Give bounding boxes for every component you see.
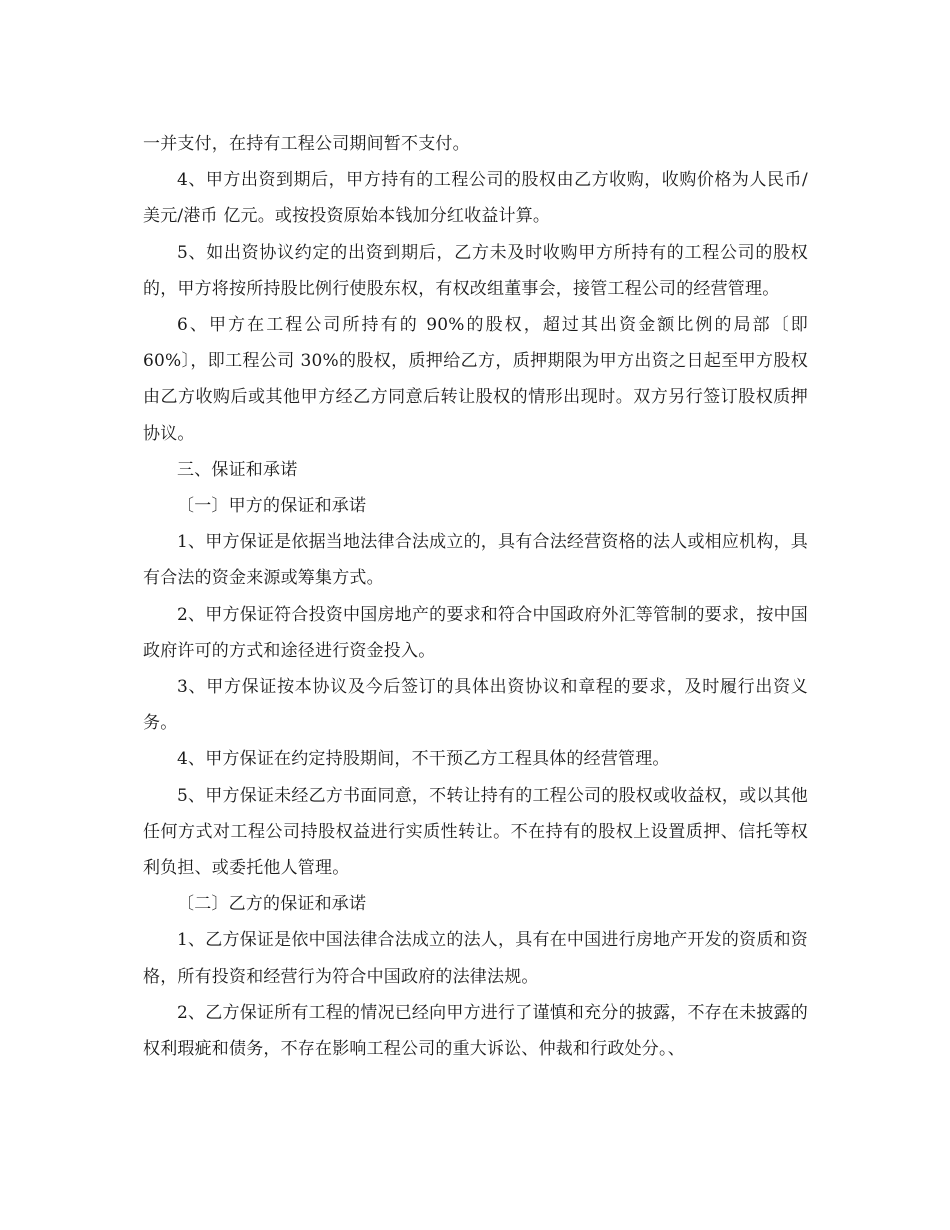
paragraph-party-a-3: 3、甲方保证按本协议及今后签订的具体出资协议和章程的要求，及时履行出资义务。 (143, 677, 808, 734)
section-heading-guarantees: 三、保证和承诺 (177, 459, 298, 480)
paragraph-clause-4: 4、甲方出资到期后，甲方持有的工程公司的股权由乙方收购，收购价格为人民币/美元/港币 亿元。或按投资原始本钱加分红收益计算。 (143, 170, 808, 227)
paragraph-party-b-2: 2、乙方保证所有工程的情况已经向甲方进行了谨慎和充分的披露，不存在未披露的权利瑕疵和债务，不存在影响工程公司的重大诉讼、仲裁和行政处分。、 (143, 1002, 808, 1060)
paragraph-clause-5: 5、如出资协议约定的出资到期后，乙方未及时收购甲方所持有的工程公司的股权的，甲方将按所持股比例行使股东权，有权改组董事会，接管工程公司的经营管理。 (143, 242, 808, 299)
paragraph-party-a-4: 4、甲方保证在约定持股期间，不干预乙方工程具体的经营管理。 (177, 749, 670, 770)
subsection-heading-party-a: 〔一〕甲方的保证和承诺 (177, 496, 367, 517)
paragraph-clause-6: 6、甲方在工程公司所持有的 90%的股权，超过其出资金额比例的局部〔即 60%〕，即工程公司 30%的股权，质押给乙方，质押期限为甲方出资之日起至甲方股权由乙方收购后或其他甲方经乙方同意后转让股权的情形出现时。双方另行签订股权质押协议。 (143, 315, 808, 444)
paragraph-party-a-1: 1、甲方保证是依据当地法律合法成立的，具有合法经营资格的法人或相应机构，具有合法的资金来源或筹集方式。 (143, 532, 808, 589)
document-body (143, 126, 808, 1067)
paragraph-continuation: 一并支付，在持有工程公司期间暂不支付。 (143, 134, 470, 154)
subsection-heading-party-b: 〔二〕乙方的保证和承诺 (177, 894, 367, 915)
paragraph-party-a-2: 2、甲方保证符合投资中国房地产的要求和符合中国政府外汇等管制的要求，按中国政府许可的方式和途径进行资金投入。 (143, 604, 808, 661)
paragraph-party-a-5: 5、甲方保证未经乙方书面同意，不转让持有的工程公司的股权或收益权，或以其他任何方式对工程公司持股权益进行实质性转让。不在持有的股权上设置质押、信托等权利负担、或委托他人管理。 (143, 785, 808, 879)
paragraph-party-b-1: 1、乙方保证是依中国法律合法成立的法人，具有在中国进行房地产开发的资质和资格，所有投资和经营行为符合中国政府的法律法规。 (143, 930, 808, 987)
